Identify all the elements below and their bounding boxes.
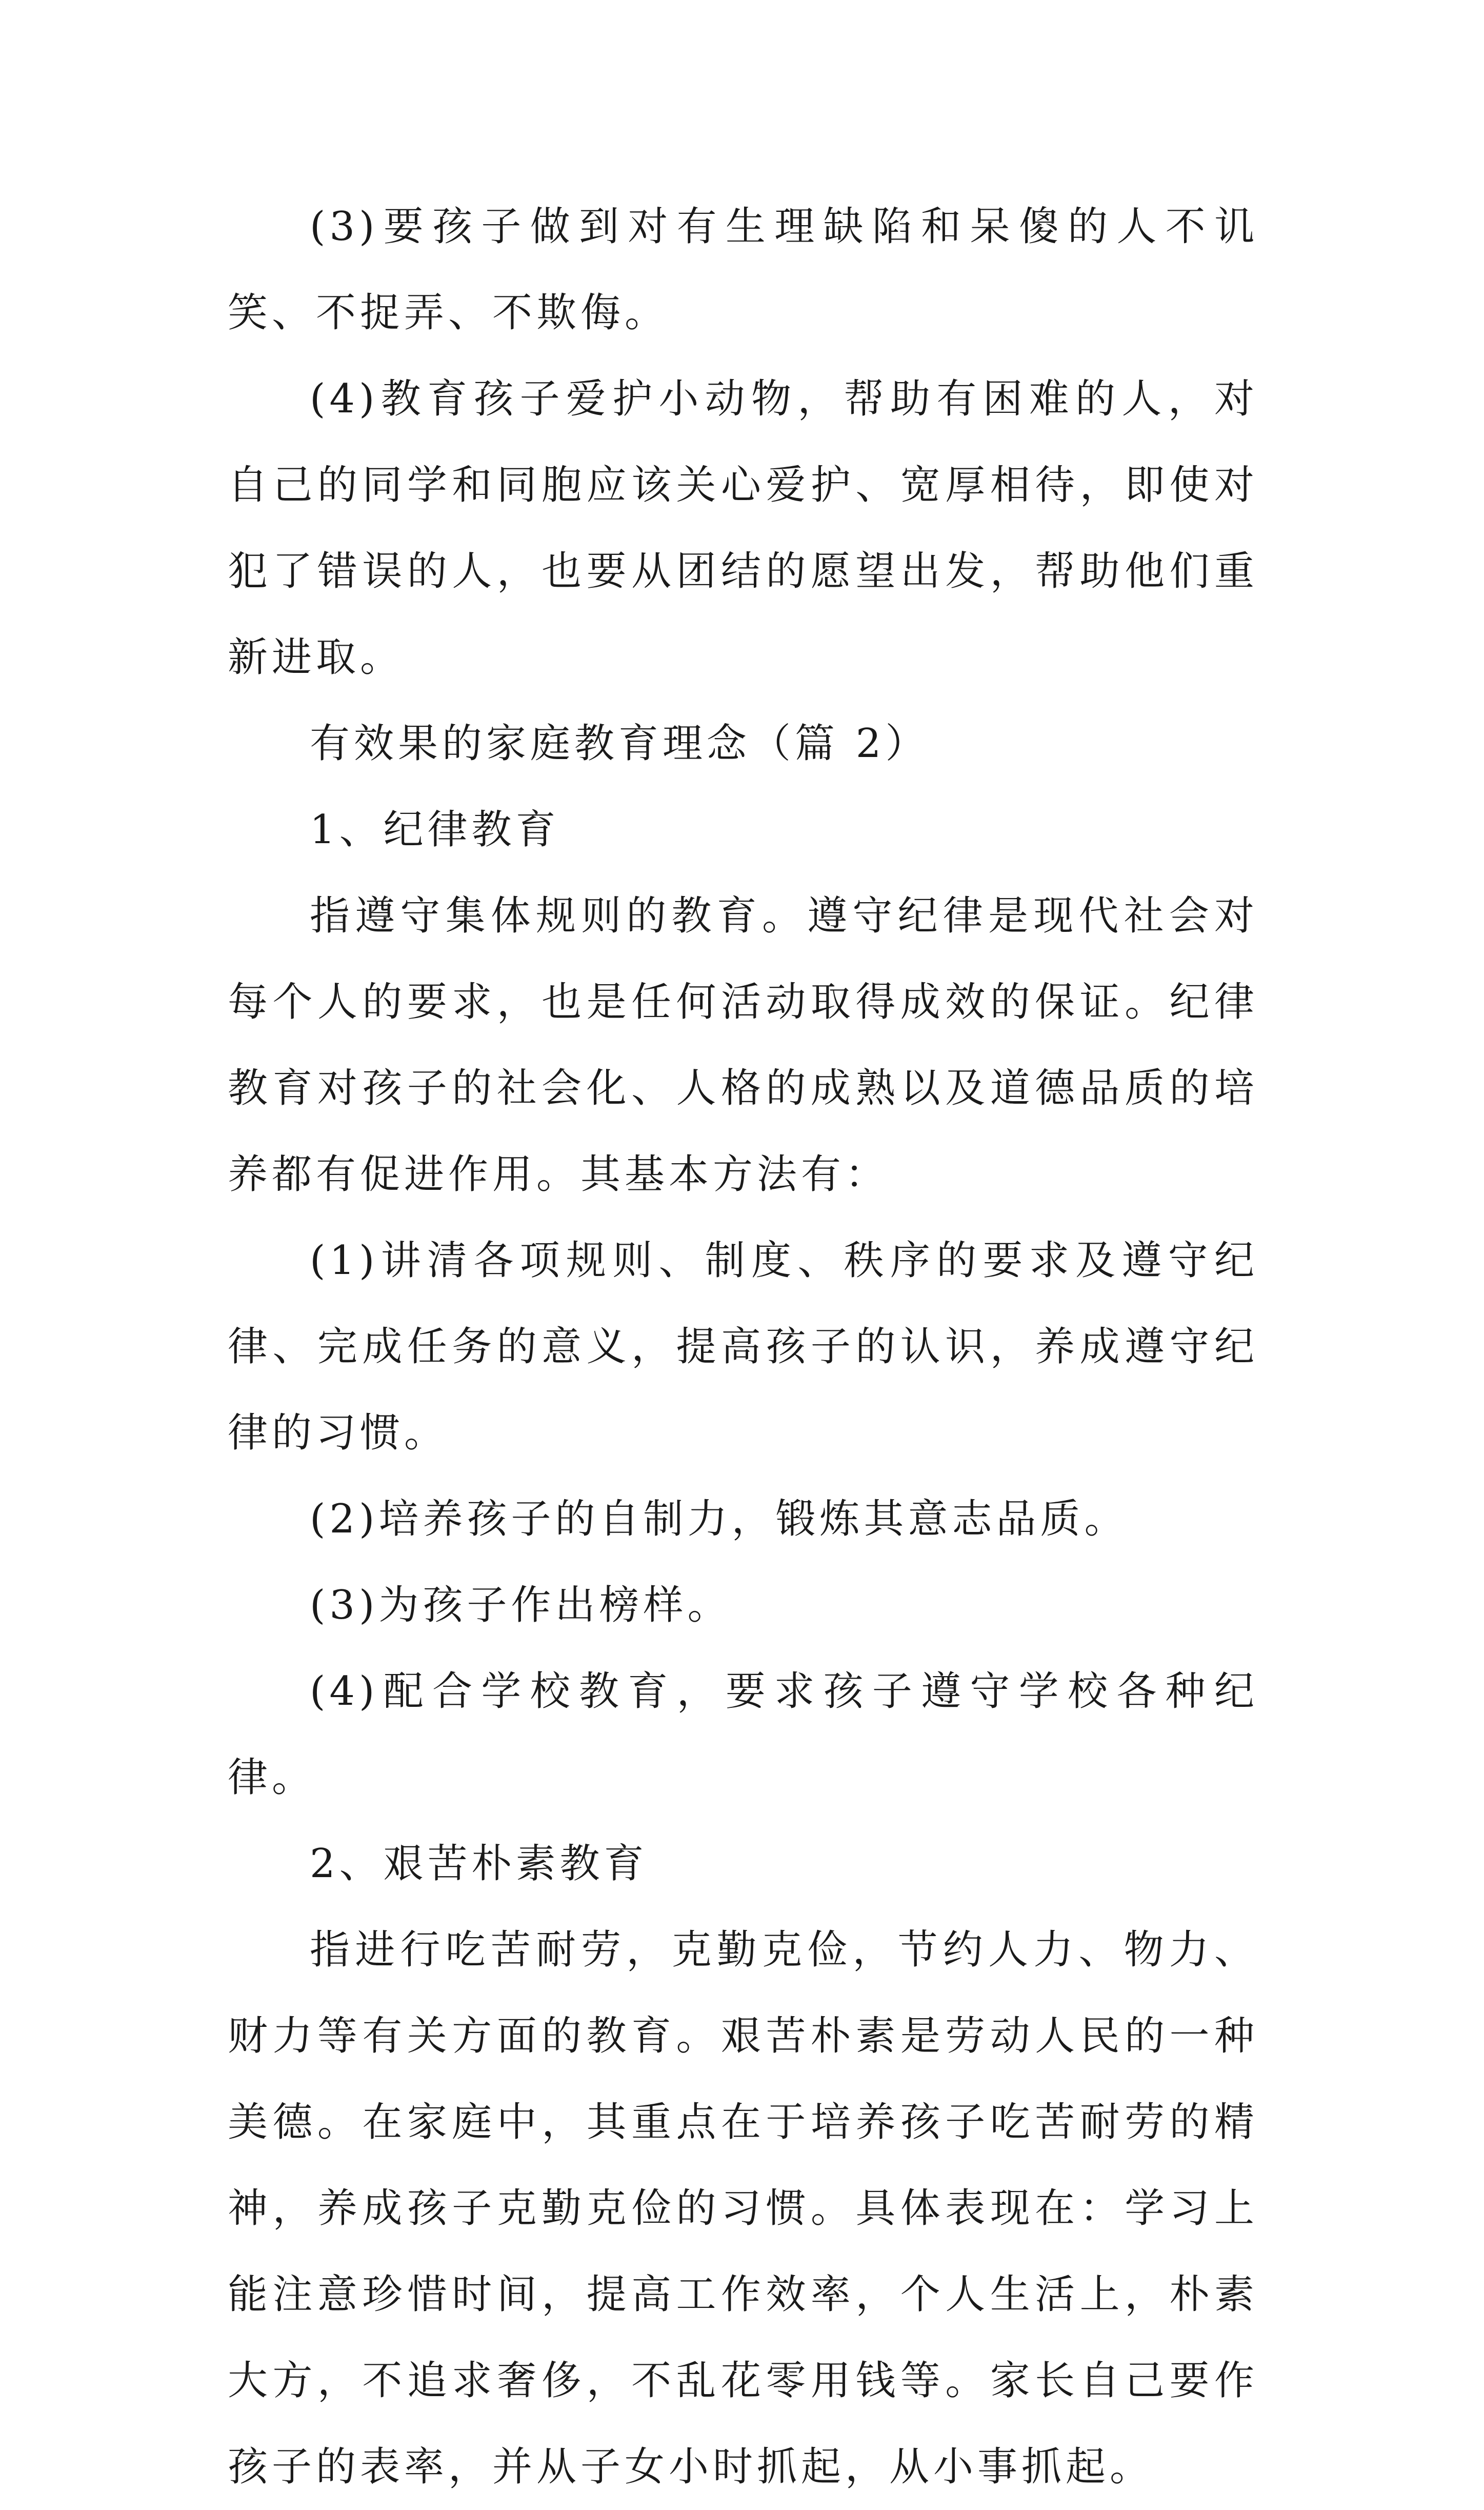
paragraph-discipline-2: (2)培养孩子的自制力，锻炼其意志品质。	[310, 1496, 1129, 1542]
subheading-frugality: 2、艰苦朴素教育	[310, 1841, 648, 1887]
paragraph-item-3: (3)要孩子做到对有生理缺陷和呆傻的人不讥笑、不捉弄、不欺侮。	[228, 204, 1258, 336]
paragraph-discipline-intro: 指遵守集体规则的教育。遵守纪律是现代社会对每个人的要求，也是任何活动取得成效的保证。纪律教育对孩子的社会化、人格的成熟以及道德品质的培养都有促进作用。其基本方法有：	[228, 893, 1258, 1198]
document-body	[228, 184, 1258, 2510]
paragraph-discipline-3: (3)为孩子作出榜样。	[310, 1582, 732, 1628]
subheading-discipline: 1、纪律教育	[310, 807, 560, 853]
section-title: 有效果的家庭教育理念（篇 2）	[310, 721, 930, 767]
paragraph-item-4: (4)教育孩子爱护小动物，帮助有困难的人，对自己的同学和同胞应该关心爱护、宽厚相待，即使对犯了错误的人，也要从团结的愿望出发，帮助他们重新进取。	[228, 376, 1258, 681]
paragraph-discipline-1: (1)讲清各项规则、制度、秩序的要求及遵守纪律、完成任务的意义，提高孩子的认识，养成遵守纪律的习惯。	[228, 1238, 1258, 1456]
paragraph-discipline-4: (4)配合学校教育，要求孩子遵守学校各种纪律。	[228, 1668, 1258, 1801]
paragraph-frugality: 指进行吃苦耐劳，克勤克俭，节约人力、物力、财力等有关方面的教育。艰苦朴素是劳动人民的一种美德。在家庭中，其重点在于培养孩子吃苦耐劳的精神，养成孩子克勤克俭的习惯。具体表现在：学习上能注意珍惜时间，提高工作效率，个人生活上，朴素大方，不追求奢侈，不乱花零用钱等。家长自己要作孩子的表率，并从子女小时抓起，从小事抓起。	[228, 1927, 1258, 2490]
